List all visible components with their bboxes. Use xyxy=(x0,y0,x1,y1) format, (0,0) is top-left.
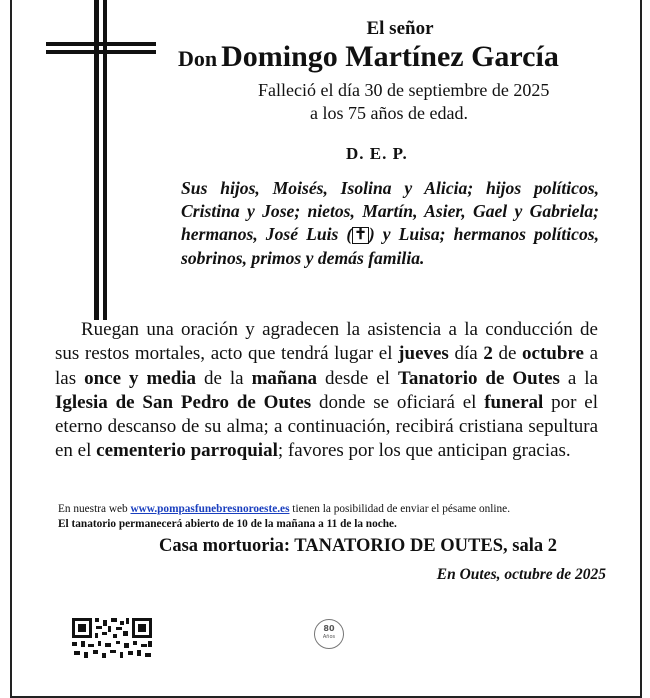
death-date-line: Falleció el día 30 de septiembre de 2025 xyxy=(258,80,550,100)
announcement-text: Ruegan una oración y agradecen la asistencia a la conducción de sus restos mortales, acto que tendrá lugar el xyxy=(55,319,598,365)
family-text-end: ) y Luisa; hermanos políticos, sobrinos, primos y demás familia. xyxy=(181,224,599,268)
anniversary-logo-icon xyxy=(314,619,344,649)
month-name: octubre xyxy=(522,343,584,365)
announcement-text: día xyxy=(448,343,484,365)
announcement-text: por el eterno descanso de su alma; a continuación, recibirá cristiana sepultura en el xyxy=(55,391,598,462)
day-name: jueves xyxy=(398,343,449,365)
age-line: a los 75 años de edad. xyxy=(310,103,468,123)
announcement-text: desde el xyxy=(317,367,398,389)
web-note-suffix: tienen la posibilidad de enviar el pésame online. xyxy=(289,503,511,515)
announcement-text: donde se oficiará el xyxy=(311,391,485,413)
announcement-text: a las xyxy=(55,343,599,389)
announcement-text: ; favores por los que anticipan gracias. xyxy=(277,440,571,462)
rest-in-peace: D. E. P. xyxy=(346,144,408,163)
logo-label: Años xyxy=(322,634,336,640)
origin-place: Tanatorio de Outes xyxy=(397,367,560,389)
announcement-paragraph xyxy=(55,318,598,464)
mortuary-location: Casa mortuoria: TANATORIO DE OUTES, sala 2 xyxy=(159,536,557,556)
ceremony: funeral xyxy=(484,391,544,413)
place-and-date: En Outes, octubre de 2025 xyxy=(436,566,606,583)
qr-code-icon[interactable] xyxy=(72,618,152,658)
cemetery: cementerio parroquial xyxy=(96,440,278,462)
family-text-start: Sus hijos, Moisés, Isolina y Alicia; hijos políticos, Cristina y Jose; nietos, Martín, Asier, Gael y Gabriela; hermanos, José Luis ( xyxy=(181,178,599,245)
logo-number: 80 xyxy=(323,624,335,633)
web-note-prefix: En nuestra web xyxy=(58,503,131,515)
latin-cross-icon xyxy=(46,0,156,320)
opening-hours-note: El tanatorio permanecerá abierto de 10 de la mañana a 11 de la noche. xyxy=(58,518,397,530)
time: once y media xyxy=(84,367,197,389)
title-prefix: El señor xyxy=(366,18,434,39)
date-number: 2 xyxy=(483,343,493,365)
announcement-text: de la xyxy=(196,367,252,389)
period: mañana xyxy=(251,367,318,389)
web-condolence-note xyxy=(58,502,618,516)
deceased-name-line xyxy=(178,40,618,74)
honorific: Don xyxy=(178,46,218,71)
website-link[interactable]: www.pompasfunebresnoroeste.es xyxy=(130,503,290,515)
church-name: Iglesia de San Pedro de Outes xyxy=(55,391,312,413)
family-list xyxy=(181,177,599,270)
announcement-text: de xyxy=(492,343,523,365)
deceased-name: Domingo Martínez García xyxy=(221,40,559,73)
announcement-text: a la xyxy=(559,367,598,389)
deceased-cross-icon: ✝ xyxy=(354,227,367,244)
